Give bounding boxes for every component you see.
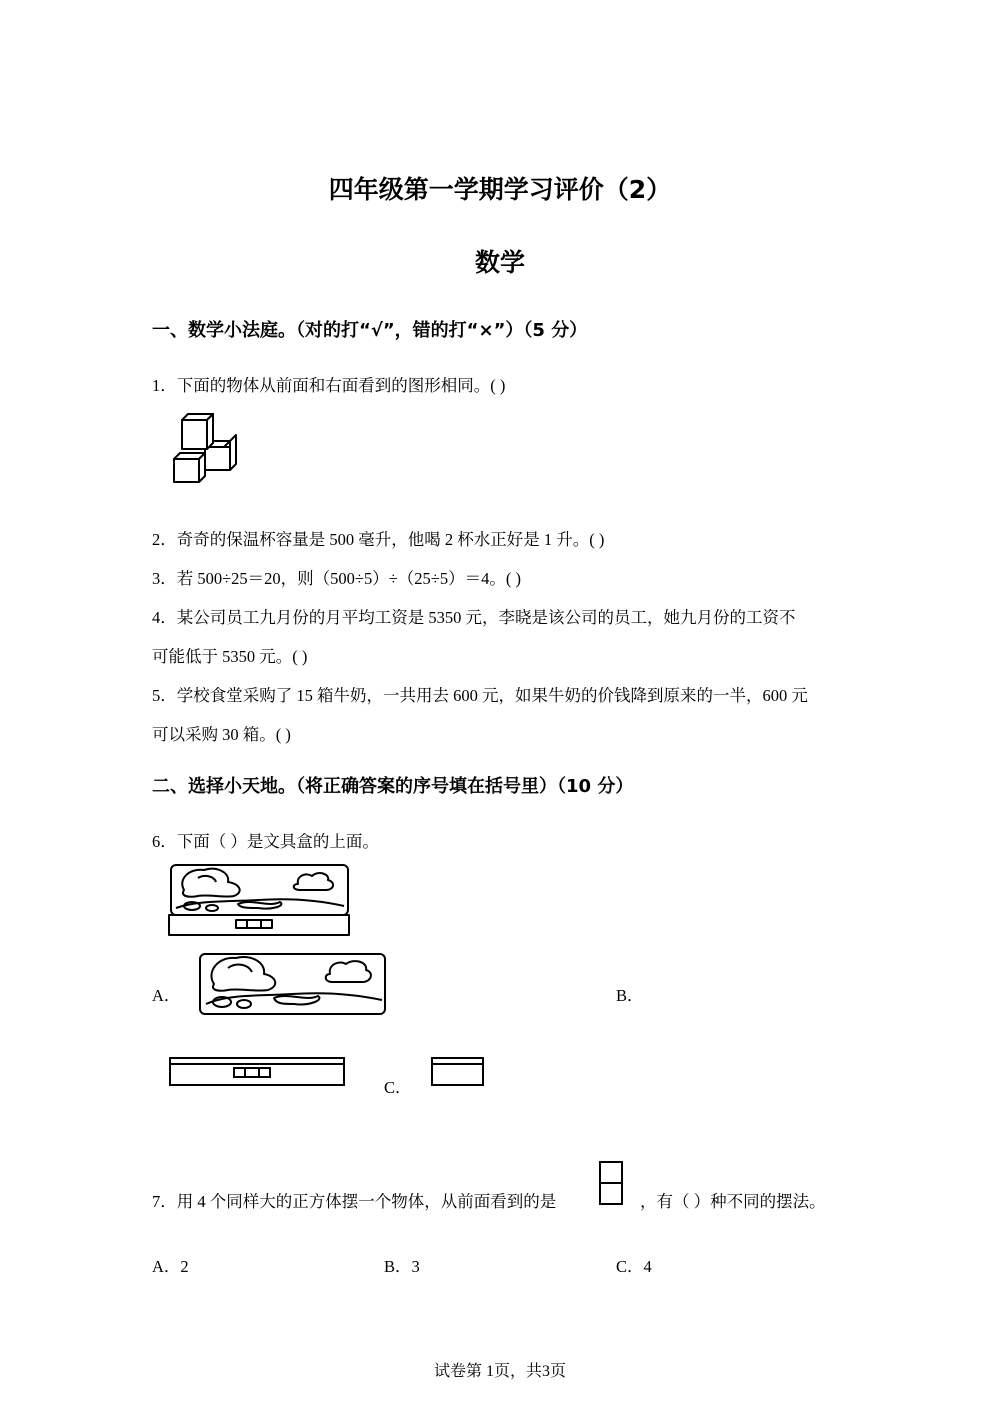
q6-option-c-label: C． (384, 1078, 412, 1097)
page-title: 四年级第一学期学习评价（2） (328, 175, 672, 204)
section-1-heading: 一、数学小法庭。（对的打“√”，错的打“×”）（5 分） (152, 320, 588, 341)
option-c-side-view (430, 1056, 486, 1088)
pencil-box-figure (168, 862, 352, 938)
question-5-line1: 5．学校食堂采购了 15 箱牛奶，一共用去 600 元，如果牛奶的价钱降到原来的一半，600 元 (152, 686, 808, 705)
option-a-top-view (198, 952, 388, 1018)
option-b-front-view (168, 1056, 348, 1088)
question-3: 3．若 500÷25＝20，则（500÷5）÷（25÷5）＝4。( ) (152, 569, 521, 588)
q7-option-c: C．4 (616, 1257, 652, 1276)
q7-option-a: A．2 (152, 1257, 189, 1276)
page-footer: 试卷第 1页，共3页 (433, 1363, 566, 1380)
question-6: 6．下面（ ）是文具盒的上面。 (152, 832, 379, 851)
question-1: 1．下面的物体从前面和右面看到的图形相同。( ) (152, 376, 506, 395)
subject-title: 数学 (474, 248, 525, 277)
question-7-text-before: 7．用 4 个同样大的正方体摆一个物体，从前面看到的是 (152, 1192, 557, 1211)
question-2: 2．奇奇的保温杯容量是 500 毫升，他喝 2 杯水正好是 1 升。( ) (152, 530, 605, 549)
section-2-heading: 二、选择小天地。（将正确答案的序号填在括号里）（10 分） (152, 776, 634, 797)
question-7-text-after: ，有（ ）种不同的摆法。 (640, 1192, 826, 1211)
question-4-line1: 4．某公司员工九月份的月平均工资是 5350 元，李晓是该公司的员工，她九月份的工资不 (152, 608, 796, 627)
two-stacked-squares-figure (598, 1160, 626, 1208)
question-4-line2: 可能低于 5350 元。( ) (152, 647, 308, 666)
question-5-line2: 可以采购 30 箱。( ) (152, 725, 291, 744)
cube-stack-figure (170, 410, 242, 486)
q6-option-b-label: B． (616, 986, 644, 1005)
q6-option-a-label: A． (152, 986, 181, 1005)
q7-option-b: B．3 (384, 1257, 420, 1276)
